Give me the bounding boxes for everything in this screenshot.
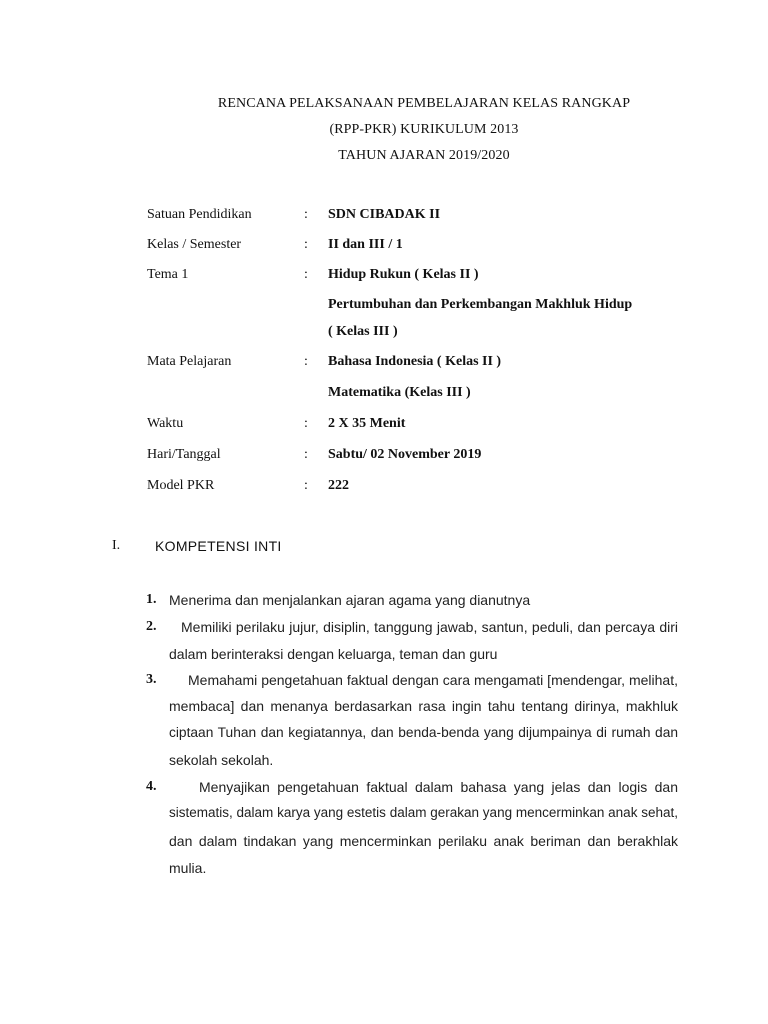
identity-value: SDN CIBADAK II (328, 207, 441, 222)
identity-colon: : (304, 416, 308, 431)
identity-colon: : (304, 207, 308, 222)
identity-row-kelas (147, 237, 707, 255)
identity-row-satuan (147, 207, 707, 225)
ki-text-line: mulia. (169, 860, 207, 876)
ki-text-line: dalam berinteraksi dengan keluarga, teman dan guru (169, 646, 498, 662)
identity-row-tema (147, 267, 707, 285)
identity-label: Mata Pelajaran (147, 354, 232, 369)
ki-text-line: membaca] dan menanya berdasarkan rasa ingin tahu tentang dirinya, makhluk (169, 698, 678, 714)
ki-text-line: Menyajikan pengetahuan faktual dalam bahasa yang jelas dan logis dan (199, 779, 678, 795)
identity-row-hari (147, 447, 707, 465)
ki-text-line: sekolah sekolah. (169, 752, 274, 768)
ki-number: 1. (146, 592, 157, 607)
section-number: I. (112, 538, 121, 553)
identity-value-continuation: ( Kelas III ) (328, 324, 398, 339)
identity-value: Sabtu/ 02 November 2019 (328, 447, 482, 462)
identity-value: Hidup Rukun ( Kelas II ) (328, 267, 479, 282)
ki-number: 3. (146, 672, 157, 687)
ki-text-line: sistematis, dalam karya yang estetis dalam gerakan yang mencerminkan anak sehat, (169, 805, 678, 820)
identity-colon: : (304, 267, 308, 282)
doc-title-line-1: RENCANA PELAKSANAAN PEMBELAJARAN KELAS RANGKAP (217, 96, 631, 111)
ki-number: 2. (146, 619, 157, 634)
ki-text-line: ciptaan Tuhan dan kegiatannya, dan benda-benda yang dijumpainya di rumah dan (169, 725, 678, 740)
doc-title-line-2: (RPP-PKR) KURIKULUM 2013 (329, 122, 519, 137)
identity-label: Model PKR (147, 478, 215, 493)
identity-colon: : (304, 447, 308, 462)
identity-row-mapel (147, 354, 707, 372)
identity-label: Hari/Tanggal (147, 447, 221, 462)
identity-label: Waktu (147, 416, 184, 431)
identity-value: 2 X 35 Menit (328, 416, 406, 431)
identity-value-continuation: Matematika (Kelas III ) (328, 385, 471, 400)
ki-number: 4. (146, 779, 157, 794)
section-title: KOMPETENSI INTI (155, 538, 282, 554)
identity-colon: : (304, 354, 308, 369)
identity-value: 222 (328, 478, 349, 493)
identity-value: II dan III / 1 (328, 237, 403, 252)
identity-label: Satuan Pendidikan (147, 207, 252, 222)
identity-value-continuation: Pertumbuhan dan Perkembangan Makhluk Hidup (328, 297, 633, 312)
identity-colon: : (304, 478, 308, 493)
ki-text-line: Memiliki perilaku jujur, disiplin, tanggung jawab, santun, peduli, dan percaya diri (181, 619, 678, 635)
identity-value: Bahasa Indonesia ( Kelas II ) (328, 354, 502, 369)
identity-row-waktu (147, 416, 707, 434)
identity-label: Tema 1 (147, 267, 189, 282)
identity-row-model (147, 478, 707, 496)
ki-text-line: dan dalam tindakan yang mencerminkan perilaku anak beriman dan berakhlak (169, 833, 678, 849)
ki-text-line: Memahami pengetahuan faktual dengan cara mengamati [mendengar, melihat, (188, 672, 678, 688)
identity-colon: : (304, 237, 308, 252)
ki-text-line: Menerima dan menjalankan ajaran agama yang dianutnya (169, 592, 531, 608)
doc-title-line-3: TAHUN AJARAN 2019/2020 (338, 148, 510, 163)
identity-label: Kelas / Semester (147, 237, 242, 252)
